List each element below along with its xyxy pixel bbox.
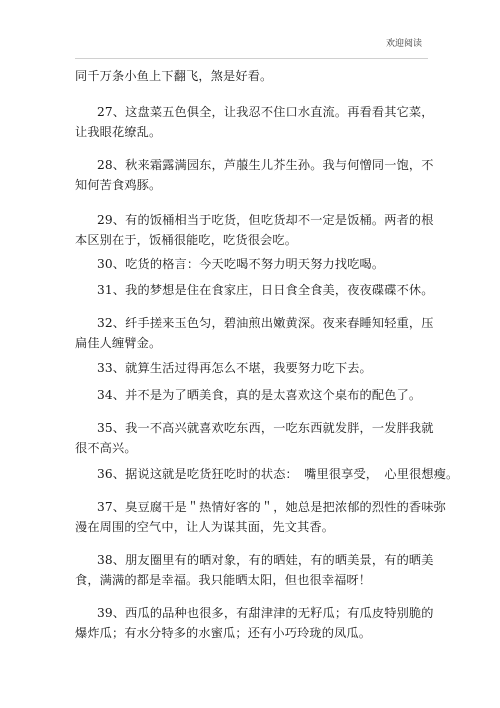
paragraph-line: 知何苦食鸡豚。 (75, 178, 162, 192)
paragraph-line: 37、臭豆腐干是＂热情好客的＂，她总是把浓郁的烈性的香味弥 (97, 500, 446, 514)
paragraph-line: 扁佳人缠臂金。 (75, 336, 162, 350)
paragraph-line: 很不高兴。 (75, 441, 137, 455)
paragraph-line: 33、就算生活过得再怎么不堪，我要努力吃下去。 (97, 361, 372, 375)
paragraph-line: 爆炸瓜；有水分特多的水蜜瓜；还有小巧玲珑的凤瓜。 (75, 626, 372, 640)
paragraph-line: 38、朋友圈里有的晒对象，有的晒娃，有的晒美景，有的晒美 (97, 553, 434, 567)
header-divider (75, 58, 428, 59)
paragraph-line: 29、有的饭桶相当于吃货，但吃货却不一定是饭桶。两者的根 (97, 213, 434, 227)
paragraph-line: 36、据说这就是吃货狂吃时的状态： 嘴里很享受， 心里很想瘦。 (97, 467, 459, 481)
paragraph-line: 34、并不是为了晒美食，真的是太喜欢这个桌布的配色了。 (97, 388, 422, 402)
paragraph-line: 31、我的梦想是住在食家庄，日日食全食美，夜夜碟碟不休。 (97, 283, 434, 297)
paragraph-line: 32、纤手搓来玉色匀，碧油煎出嫩黄深。夜来春睡知轻重，压 (97, 316, 434, 330)
paragraph-line: 30、吃货的格言：今天吃喝不努力明天努力找吃喝。 (97, 257, 385, 271)
paragraph-line: 漫在周围的空气中，让人为谋其面，先文其香。 (75, 520, 335, 534)
paragraph-line: 本区别在于，饭桶很能吃，吃货很会吃。 (75, 233, 298, 247)
header-label: 欢迎阅读 (385, 39, 422, 49)
paragraph-line: 让我眼花缭乱。 (75, 125, 162, 139)
paragraph-line: 食，满满的都是幸福。我只能晒太阳，但也很幸福呀！ (75, 573, 372, 587)
paragraph-line: 27、这盘菜五色俱全，让我忍不住口水直流。再看看其它菜， (97, 105, 434, 119)
paragraph-line: 同千万条小鱼上下翻飞，煞是好看。 (75, 69, 273, 83)
paragraph-line: 35、我一不高兴就喜欢吃东西，一吃东西就发胖，一发胖我就 (97, 421, 434, 435)
paragraph-line: 39、西瓜的品种也很多，有甜津津的无籽瓜；有瓜皮特别脆的 (97, 606, 434, 620)
paragraph-line: 28、秋来霜露满园东，芦菔生儿芥生孙。我与何憎同一饱，不 (97, 158, 434, 172)
